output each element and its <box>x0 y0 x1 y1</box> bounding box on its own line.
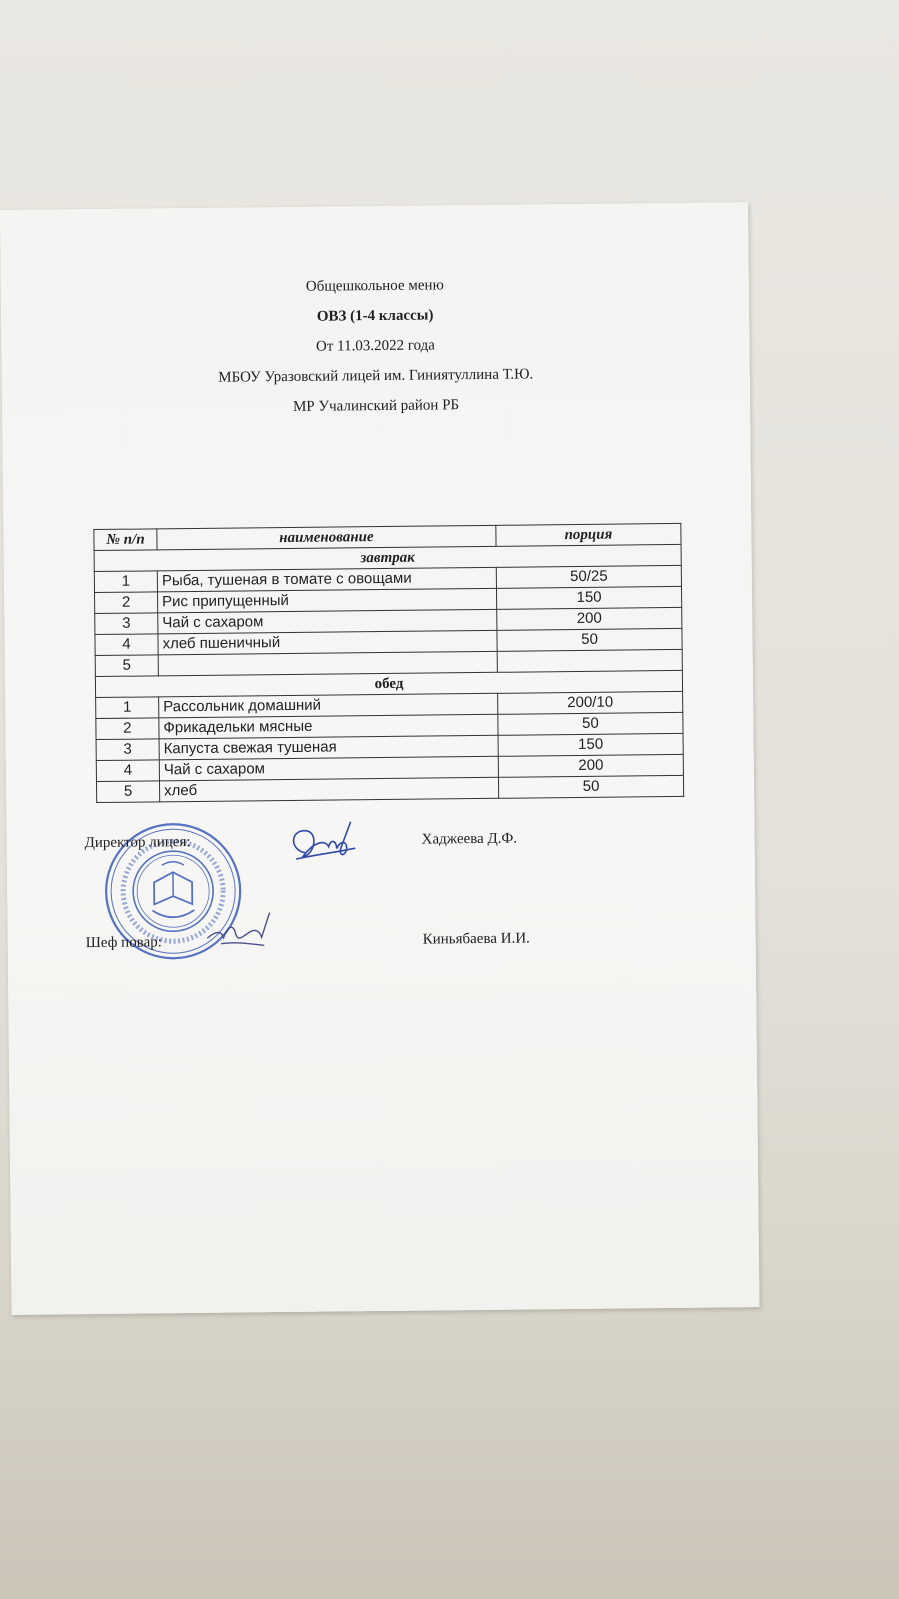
section-title-lunch: обед <box>95 670 682 697</box>
row-portion: 200 <box>497 607 682 630</box>
section-title-breakfast: завтрак <box>94 544 681 571</box>
doc-school: МБОУ Уразовский лицей им. Гиниятуллина Т.Ю. <box>218 366 534 386</box>
row-portion: 200 <box>498 754 683 777</box>
director-signature-icon <box>284 818 356 867</box>
row-name: Капуста свежая тушеная <box>159 735 498 760</box>
chef-name: Киньябаева И.И. <box>422 930 530 948</box>
doc-subtitle: ОВЗ (1-4 классы) <box>316 307 434 325</box>
row-portion: 50/25 <box>496 565 681 588</box>
row-number: 4 <box>96 760 159 782</box>
row-portion: 150 <box>496 586 681 609</box>
row-name: хлеб <box>159 777 498 802</box>
row-portion: 50 <box>497 628 682 651</box>
row-number: 1 <box>94 571 157 593</box>
director-name: Хаджеева Д.Ф. <box>421 830 518 848</box>
col-header-name: наименование <box>157 525 496 550</box>
row-portion: 50 <box>498 712 683 735</box>
row-number: 5 <box>95 655 158 677</box>
col-header-number: № п/п <box>94 529 157 551</box>
row-name: хлеб пшеничный <box>158 630 497 655</box>
row-name: Чай с сахаром <box>159 756 498 781</box>
chef-signature-icon <box>203 907 275 952</box>
doc-title: Общешкольное меню <box>305 277 444 295</box>
menu-table <box>93 523 684 803</box>
row-portion <box>497 649 682 672</box>
doc-district: МР Учалинский район РБ <box>292 397 460 415</box>
chef-label: Шеф повар: <box>85 934 162 952</box>
row-number: 2 <box>96 718 159 740</box>
row-portion: 200/10 <box>498 691 683 714</box>
row-portion: 150 <box>498 733 683 756</box>
row-number: 3 <box>95 613 158 635</box>
row-number: 2 <box>95 592 158 614</box>
col-header-portion: порция <box>496 523 681 546</box>
row-name: Чай с сахаром <box>158 609 497 634</box>
row-number: 3 <box>96 739 159 761</box>
row-number: 5 <box>96 781 159 803</box>
doc-date: От 11.03.2022 года <box>315 337 436 355</box>
row-name: Рыба, тушеная в томате с овощами <box>157 567 496 592</box>
row-name: Рис припущенный <box>158 588 497 613</box>
row-name: Фрикадельки мясные <box>159 714 498 739</box>
row-number: 4 <box>95 634 158 656</box>
row-number: 1 <box>96 697 159 719</box>
row-portion: 50 <box>498 775 683 798</box>
director-label: Директор лицея: <box>84 834 191 852</box>
row-name: Рассольник домашний <box>159 693 498 718</box>
menu-document <box>0 202 760 1315</box>
